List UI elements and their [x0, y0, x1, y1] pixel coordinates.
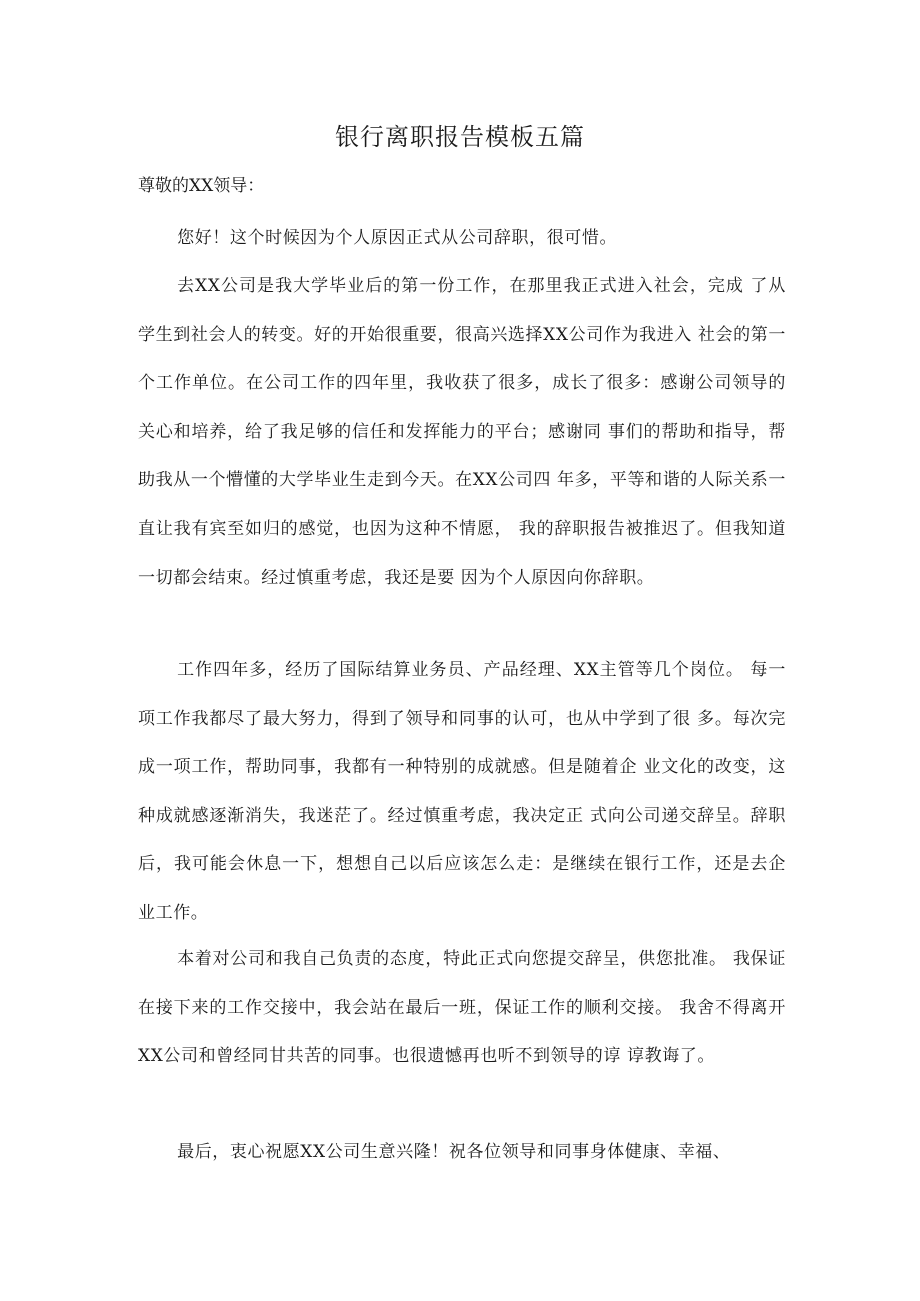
paragraph-responsibility: 本着对公司和我自己负责的态度，特此正式向您提交辞呈，供您批准。 我保证在接下来的工作交接中，我会站在最后一班，保证工作的顺利交接。 我舍不得离开XX公司和曾经同甘共苦的同事。也很遗憾再也听不到领导的谆 谆教诲了。	[138, 949, 786, 1067]
paragraph-positions: 工作四年多，经历了国际结算业务员、产品经理、XX主管等几个岗位。 每一项工作我都尽了最大努力，得到了领导和同事的认可，也从中学到了很 多。每次完成一项工作，帮助同事，我都有一种特别的成就感。但是随着企 业文化的改变，这种成就感逐渐消失，我迷茫了。经过慎重考虑，我决定正 式向公司递交辞呈。辞职后，我可能会休息一下，想想自己以后应该怎么走：是继续在银行工作，还是去企业工作。	[138, 660, 786, 923]
paragraph-closing: 最后，衷心祝愿XX公司生意兴隆！祝各位领导和同事身体健康、幸福、	[177, 1142, 731, 1162]
salutation: 尊敬的XX领导：	[138, 176, 265, 196]
paragraph-greeting: 您好！这个时候因为个人原因正式从公司辞职，很可惜。	[177, 228, 618, 248]
paragraph-first-job: 去XX公司是我大学毕业后的第一份工作，在那里我正式进入社会，完成 了从学生到社会人的转变。好的开始很重要，很高兴选择XX公司作为我进入 社会的第一个工作单位。在公司工作的四年里，我收获了很多，成长了很多：感谢公司领导的关心和培养，给了我足够的信任和发挥能力的平台；感谢同 事们的帮助和指导，帮助我从一个懵懂的大学毕业生走到今天。在XX公司四 年多，平等和谐的人际关系一直让我有宾至如归的感觉，也因为这种不情愿， 我的辞职报告被推迟了。但我知道一切都会结束。经过慎重考虑，我还是要 因为个人原因向你辞职。	[138, 276, 786, 588]
document-title: 银行离职报告模板五篇	[335, 123, 585, 151]
